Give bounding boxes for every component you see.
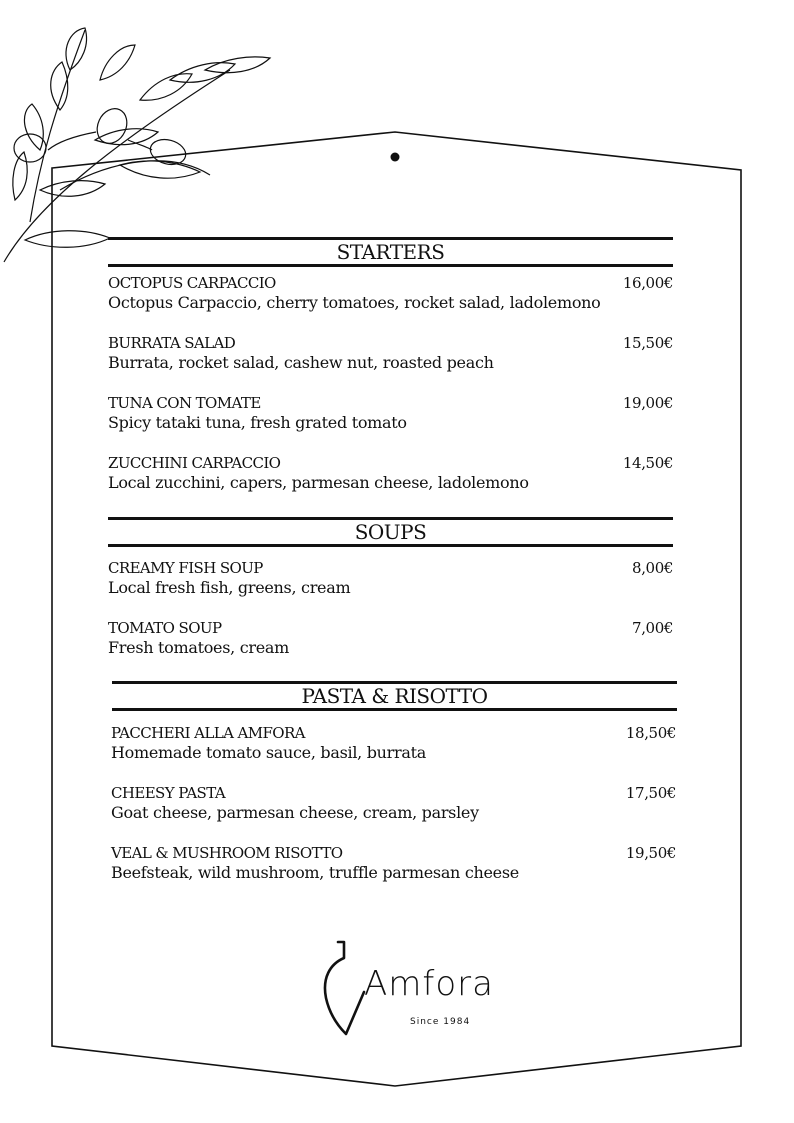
item-price: 19,50€ bbox=[625, 844, 676, 862]
item-description: Local fresh fish, greens, cream bbox=[108, 578, 351, 597]
item-price: 14,50€ bbox=[622, 454, 673, 472]
section-header-soups bbox=[108, 517, 673, 547]
menu-item bbox=[108, 394, 673, 434]
item-price: 15,50€ bbox=[622, 334, 673, 352]
menu-item bbox=[108, 559, 673, 599]
item-price: 16,00€ bbox=[622, 274, 673, 292]
item-description: Local zucchini, capers, parmesan cheese, ladolemono bbox=[108, 473, 529, 492]
item-description: Fresh tomatoes, cream bbox=[108, 638, 289, 657]
menu-item bbox=[111, 784, 676, 824]
item-price: 8,00€ bbox=[632, 559, 673, 577]
section-header-starters bbox=[108, 237, 673, 267]
item-price: 17,50€ bbox=[625, 784, 676, 802]
item-name: OCTOPUS CARPACCIO bbox=[108, 274, 276, 292]
menu-item bbox=[108, 454, 673, 494]
section-header-pasta-risotto bbox=[112, 681, 677, 711]
section-title: STARTERS bbox=[336, 240, 445, 264]
item-name: PACCHERI ALLA AMFORA bbox=[111, 724, 305, 742]
menu-item bbox=[108, 619, 673, 659]
item-price: 19,00€ bbox=[622, 394, 673, 412]
item-name: ZUCCHINI CARPACCIO bbox=[108, 454, 281, 472]
item-name: BURRATA SALAD bbox=[108, 334, 236, 352]
section-title: PASTA & RISOTTO bbox=[301, 684, 488, 708]
item-name: CHEESY PASTA bbox=[111, 784, 226, 802]
item-name: VEAL & MUSHROOM RISOTTO bbox=[111, 844, 343, 862]
section-title: SOUPS bbox=[354, 520, 427, 544]
item-description: Homemade tomato sauce, basil, burrata bbox=[111, 743, 426, 762]
amfora-logo bbox=[316, 940, 494, 1040]
item-name: TUNA CON TOMATE bbox=[108, 394, 261, 412]
logo-wordmark: Amfora bbox=[364, 964, 494, 1004]
menu-item bbox=[108, 274, 673, 314]
item-description: Spicy tataki tuna, fresh grated tomato bbox=[108, 413, 407, 432]
menu-item bbox=[111, 724, 676, 764]
item-description: Goat cheese, parmesan cheese, cream, parsley bbox=[111, 803, 479, 822]
item-name: TOMATO SOUP bbox=[108, 619, 222, 637]
menu-item bbox=[111, 844, 676, 884]
menu-item bbox=[108, 334, 673, 374]
item-price: 18,50€ bbox=[625, 724, 676, 742]
item-name: CREAMY FISH SOUP bbox=[108, 559, 263, 577]
item-price: 7,00€ bbox=[632, 619, 673, 637]
item-description: Beefsteak, wild mushroom, truffle parmesan cheese bbox=[111, 863, 519, 882]
item-description: Burrata, rocket salad, cashew nut, roasted peach bbox=[108, 353, 494, 372]
logo-since: Since 1984 bbox=[410, 1017, 471, 1027]
item-description: Octopus Carpaccio, cherry tomatoes, rocket salad, ladolemono bbox=[108, 293, 601, 312]
